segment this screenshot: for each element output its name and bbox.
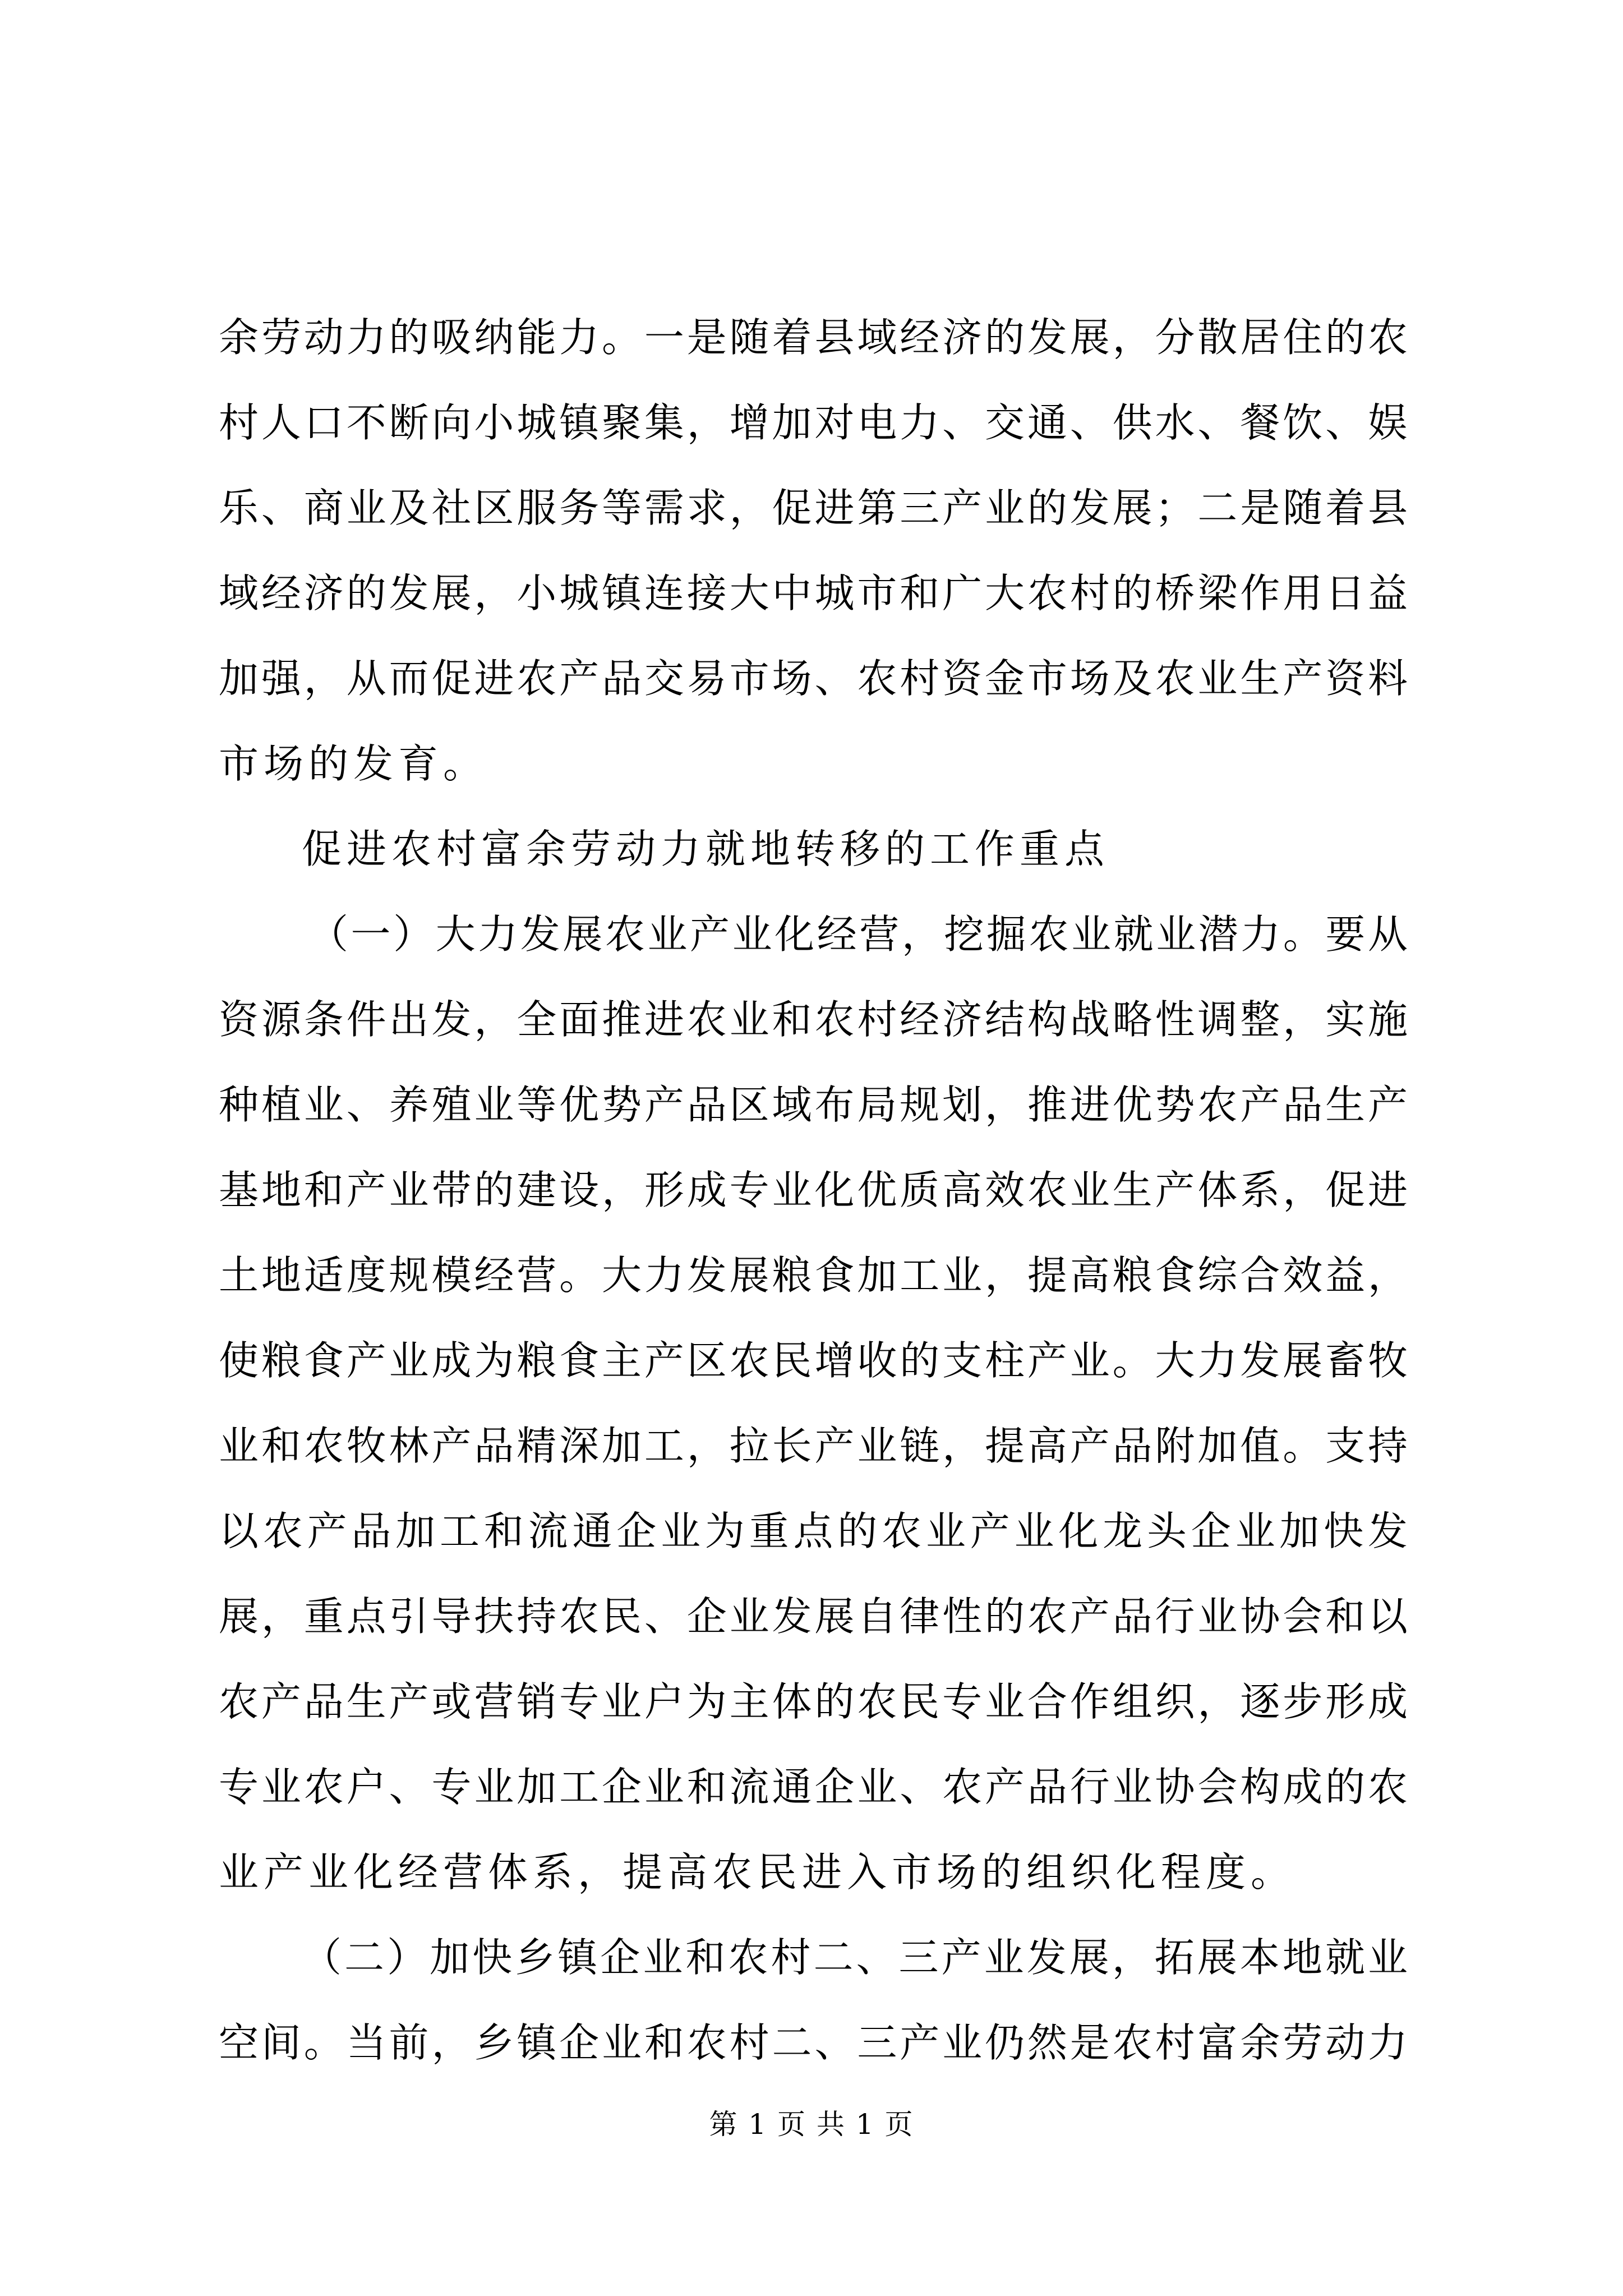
text-line: 域经济的发展，小城镇连接大中城市和广大农村的桥梁作用日益 [219,570,1408,616]
section-heading: 促进农村富余劳动力就地转移的工作重点 [302,826,1110,872]
text-line: 土地适度规模经营。大力发展粮食加工业，提高粮食综合效益， [219,1252,1408,1299]
text-line: 使粮食产业成为粮食主产区农民增收的支柱产业。大力发展畜牧 [219,1337,1408,1384]
text-line: 业和农牧林产品精深加工，拉长产业链，提高产品附加值。支持 [219,1423,1408,1469]
text-line: （一）大力发展农业产业化经营，挖掘农业就业潜力。要从 [308,911,1408,958]
text-line: 种植业、养殖业等优势产品区域布局规划，推进优势农产品生产 [219,1082,1408,1128]
text-line: 乐、商业及社区服务等需求，促进第三产业的发展；二是随着县 [219,485,1408,531]
page-number-footer: 第 1 页 共 1 页 [709,2108,914,2141]
text-line: 资源条件出发，全面推进农业和农村经济结构战略性调整，实施 [219,996,1408,1043]
text-line: 加强，从而促进农产品交易市场、农村资金市场及农业生产资料 [219,655,1408,702]
text-line: 展，重点引导扶持农民、企业发展自律性的农产品行业协会和以 [219,1593,1408,1640]
text-line: 以农产品加工和流通企业为重点的农业产业化龙头企业加快发 [219,1508,1408,1554]
text-line: 业产业化经营体系，提高农民进入市场的组织化程度。 [219,1849,1296,1895]
body-text [219,295,1408,2086]
text-line: 专业农户、专业加工企业和流通企业、农产品行业协会构成的农 [219,1764,1408,1810]
text-line: （二）加快乡镇企业和农村二、三产业发展，拓展本地就业 [302,1934,1408,1981]
text-line: 市场的发育。 [219,740,488,787]
text-line: 农产品生产或营销专业户为主体的农民专业合作组织，逐步形成 [219,1678,1408,1725]
text-line: 空间。当前，乡镇企业和农村二、三产业仍然是农村富余劳动力 [219,2019,1408,2066]
text-line: 村人口不断向小城镇聚集，增加对电力、交通、供水、餐饮、娱 [219,399,1408,446]
text-line: 基地和产业带的建设，形成专业化优质高效农业生产体系，促进 [219,1167,1408,1213]
text-line: 余劳动力的吸纳能力。一是随着县域经济的发展，分散居住的农 [219,314,1408,361]
